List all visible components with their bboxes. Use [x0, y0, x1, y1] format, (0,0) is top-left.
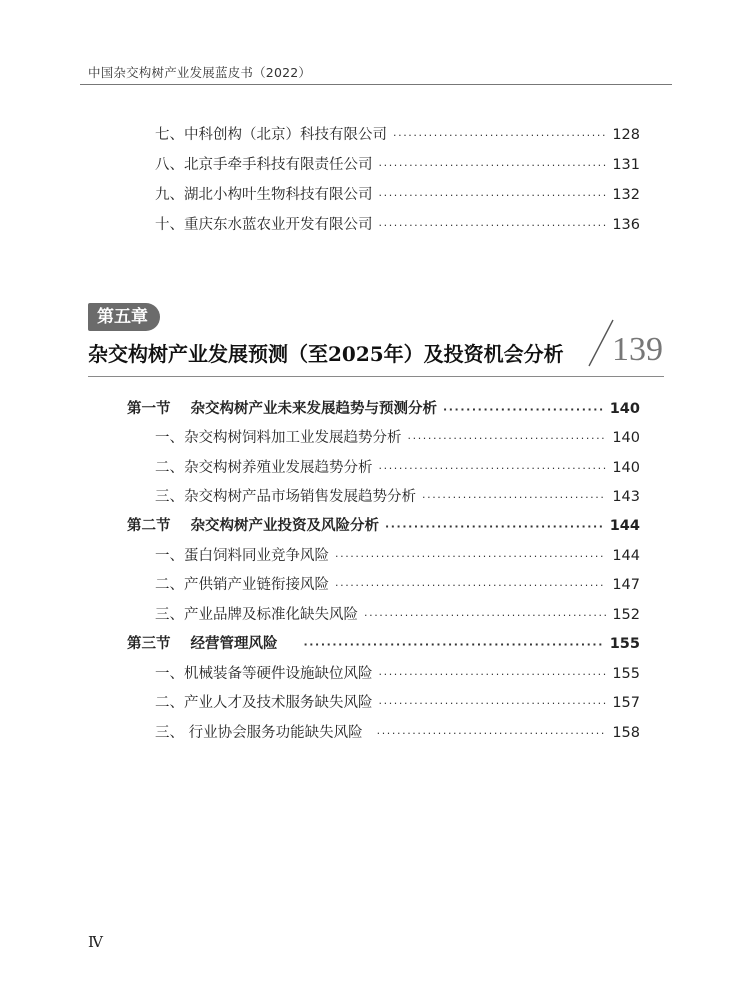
toc-entry-label: 一、蛋白饲料同业竞争风险 — [155, 548, 329, 564]
section-number: 第二节 — [127, 518, 171, 534]
dot-leader — [335, 546, 606, 566]
dot-leader — [379, 185, 607, 205]
toc-entry[interactable] — [155, 125, 640, 145]
toc-entry-page: 140 — [612, 430, 640, 446]
page-folio: Ⅳ — [88, 935, 103, 951]
dot-leader — [304, 634, 604, 654]
section-page: 140 — [609, 401, 640, 417]
toc-entry-page: 144 — [612, 548, 640, 564]
dot-leader — [377, 723, 607, 743]
toc-entry-page: 157 — [612, 695, 640, 711]
section-number: 第一节 — [127, 401, 171, 417]
toc-entry-page: 132 — [612, 187, 640, 203]
toc-entry[interactable] — [155, 458, 640, 478]
chapter-rule — [88, 376, 664, 377]
dot-leader — [379, 215, 607, 235]
dot-leader — [379, 458, 607, 478]
toc-entry[interactable] — [155, 155, 640, 175]
dot-leader — [443, 399, 604, 419]
toc-entry-page: 140 — [612, 460, 640, 476]
toc-entry[interactable] — [155, 723, 640, 743]
toc-entry-label: 三、杂交构树产品市场销售发展趋势分析 — [155, 489, 416, 505]
toc-entry-page: 136 — [612, 217, 640, 233]
toc-entry-page: 158 — [612, 725, 640, 741]
dot-leader — [379, 693, 607, 713]
toc-entry[interactable] — [155, 693, 640, 713]
toc-entry[interactable] — [155, 428, 640, 448]
toc-entry-label: 八、北京手牵手科技有限责任公司 — [155, 157, 373, 173]
chapter-badge: 第五章 — [88, 303, 160, 331]
dot-leader — [393, 125, 606, 145]
chapter-title[interactable]: 杂交构树产业发展预测（至2025年）及投资机会分析 — [88, 342, 564, 366]
dot-leader — [385, 516, 604, 536]
dot-leader — [379, 664, 607, 684]
toc-entry-page: 128 — [612, 127, 640, 143]
chapter-page-number: 139 — [612, 331, 663, 368]
toc-entry[interactable] — [155, 487, 640, 507]
dot-leader — [379, 155, 607, 175]
toc-entry[interactable] — [155, 664, 640, 684]
toc-entry[interactable] — [155, 185, 640, 205]
toc-entry-label: 七、中科创构（北京）科技有限公司 — [155, 127, 387, 143]
toc-entry-label: 一、机械装备等硬件设施缺位风险 — [155, 666, 373, 682]
dot-leader — [335, 575, 606, 595]
toc-entry[interactable] — [155, 575, 640, 595]
section-number: 第三节 — [127, 636, 171, 652]
section-title: 杂交构树产业未来发展趋势与预测分析 — [190, 401, 437, 417]
toc-entry-label: 二、产供销产业链衔接风险 — [155, 577, 329, 593]
toc-entry-label: 二、杂交构树养殖业发展趋势分析 — [155, 460, 373, 476]
dot-leader — [408, 428, 607, 448]
section-title: 经营管理风险 — [190, 636, 278, 652]
section-entry[interactable] — [127, 634, 640, 654]
toc-entry-label: 十、重庆东水蓝农业开发有限公司 — [155, 217, 373, 233]
section-page: 144 — [609, 518, 640, 534]
toc-entry[interactable] — [155, 546, 640, 566]
toc-entry-page: 147 — [612, 577, 640, 593]
toc-entry-label: 三、产业品牌及标准化缺失风险 — [155, 607, 358, 623]
section-entry[interactable] — [127, 516, 640, 536]
running-header: 中国杂交构树产业发展蓝皮书（2022） — [88, 65, 312, 80]
header-rule — [80, 84, 672, 85]
toc-entry-page: 131 — [612, 157, 640, 173]
toc-entry-label: 九、湖北小构叶生物科技有限公司 — [155, 187, 373, 203]
section-title: 杂交构树产业投资及风险分析 — [190, 518, 379, 534]
dot-leader — [422, 487, 606, 507]
toc-entry-label: 二、产业人才及技术服务缺失风险 — [155, 695, 373, 711]
toc-entry[interactable] — [155, 215, 640, 235]
toc-entry-page: 143 — [612, 489, 640, 505]
dot-leader — [364, 605, 606, 625]
toc-entry[interactable] — [155, 605, 640, 625]
section-page: 155 — [609, 636, 640, 652]
toc-entry-page: 152 — [612, 607, 640, 623]
section-entry[interactable] — [127, 399, 640, 419]
toc-entry-page: 155 — [612, 666, 640, 682]
toc-entry-label: 三、 行业协会服务功能缺失风险 — [155, 725, 363, 741]
toc-entry-label: 一、杂交构树饲料加工业发展趋势分析 — [155, 430, 402, 446]
